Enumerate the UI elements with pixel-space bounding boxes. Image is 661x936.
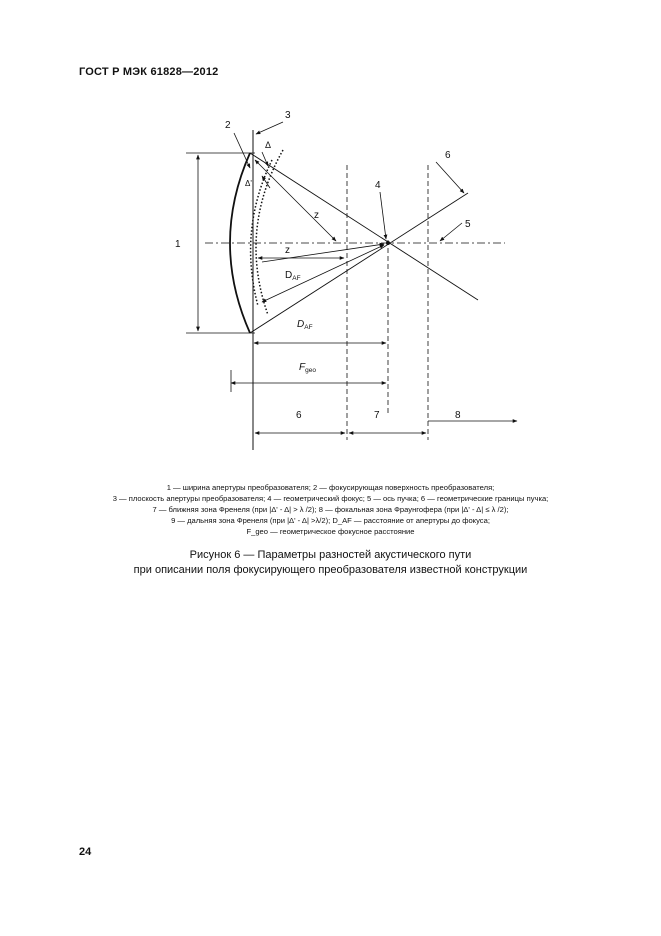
label-zone-near: 6 — [296, 410, 302, 421]
legend-line: 1 — ширина апертуры преобразователя; 2 — фокусирующая поверхность преобразователя; — [166, 483, 495, 492]
label-delta: Δ — [265, 140, 272, 150]
label-4: 4 — [375, 180, 381, 191]
label-daf-lower: $D_{AF}$ — [297, 319, 313, 331]
label-1: 1 — [175, 239, 181, 250]
beam-boundary-lower — [250, 193, 468, 333]
label-6: 6 — [445, 150, 451, 161]
label-3: 3 — [285, 110, 291, 121]
geometric-focus-point — [386, 241, 390, 245]
label-z-lower: z — [285, 245, 290, 256]
page-number: 24 — [79, 846, 92, 858]
label-5: 5 — [465, 219, 471, 230]
wavefront-delta-prime — [251, 160, 272, 306]
label-2: 2 — [225, 120, 231, 131]
diagram-stroke — [262, 152, 268, 166]
figure-caption — [60, 548, 601, 578]
leader-2 — [234, 133, 250, 168]
caption-line: при описании поля фокусирующего преобразователя известной конструкции — [133, 564, 528, 576]
label-zone-far: 8 — [455, 410, 461, 421]
caption-line: Рисунок 6 — Параметры разностей акустического пути — [189, 549, 472, 561]
legend-line: 7 — ближняя зона Френеля (при |Δ' - Δ| > λ /2); 8 — фокальная зона Фраунгофера (при |Δ' - Δ| ≤ λ /2); — [152, 505, 509, 514]
label-fgeo: $F_{geo}$ — [299, 362, 316, 374]
label-delta-prime: Δ' — [245, 179, 252, 188]
path-daf-lower — [262, 245, 384, 302]
document-header: ГОСТ Р МЭК 61828—2012 — [79, 66, 219, 78]
legend-line: F_geo — геометрическое фокусное расстояние — [246, 527, 415, 536]
leader-5 — [440, 223, 462, 241]
leader-4 — [380, 192, 386, 239]
label-daf-upper: $D_{AF}$ — [285, 270, 301, 282]
legend-line: 3 — плоскость апертуры преобразователя; 4 — геометрический фокус; 5 — ось пучка; 6 — геометрические границы пучка; — [112, 494, 549, 503]
leader-6 — [436, 162, 464, 193]
path-daf-upper — [262, 244, 384, 262]
label-z-upper: z — [314, 210, 319, 221]
label-zone-focal: 7 — [374, 410, 380, 421]
legend-line: 9 — дальняя зона Френеля (при |Δ' - Δ| >λ/2); D_AF — расстояние от апертуры до фокуса; — [171, 516, 490, 525]
figure-legend — [60, 482, 601, 537]
leader-3 — [256, 122, 283, 134]
